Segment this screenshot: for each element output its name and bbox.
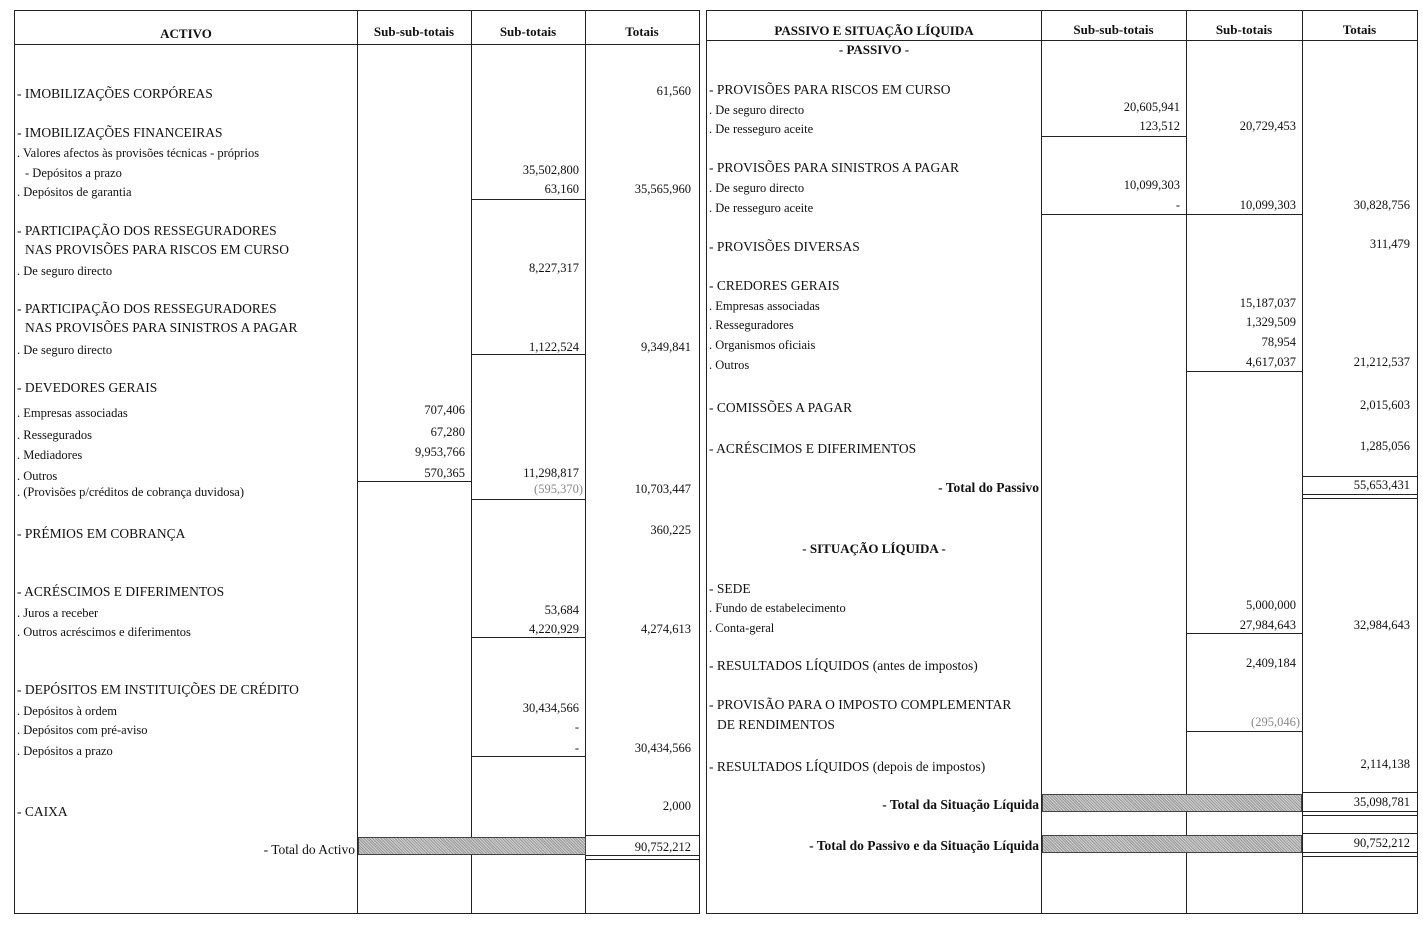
row-label: - DEVEDORES GERAIS — [17, 380, 158, 395]
rule — [1186, 214, 1302, 215]
value: - — [1175, 198, 1180, 212]
row-label: . Conta-geral — [709, 621, 775, 635]
rule — [1302, 833, 1417, 834]
column-divider — [1302, 11, 1303, 913]
value: 21,212,537 — [1353, 355, 1410, 369]
value: 9,953,766 — [415, 445, 465, 459]
column-divider — [585, 11, 586, 913]
row-label: . Depósitos à ordem — [17, 704, 117, 718]
value: 4,220,929 — [529, 622, 579, 636]
value: - — [574, 720, 579, 734]
total-passivo-sl-label: - Total do Passivo e da Situação Líquida — [809, 838, 1039, 853]
rule — [471, 199, 585, 200]
row-label: - CAIXA — [17, 804, 68, 819]
rule — [585, 835, 699, 836]
value: 78,954 — [1261, 335, 1296, 349]
row-label: - COMISSÕES A PAGAR — [709, 400, 853, 415]
rule — [1302, 476, 1417, 477]
value: 1,122,524 — [529, 340, 579, 354]
value: 11,298,817 — [523, 466, 579, 480]
row-label: . Organismos oficiais — [709, 338, 816, 352]
value: 2,000 — [662, 799, 691, 813]
totals-header: Totais — [1342, 22, 1377, 37]
double-rule — [1302, 494, 1417, 499]
subsub-header: Sub-sub-totais — [1073, 22, 1154, 37]
value: 4,617,037 — [1246, 355, 1296, 369]
total-passivo-sl-value: 90,752,212 — [1353, 836, 1410, 850]
rule — [1041, 136, 1186, 137]
value: 9,349,841 — [641, 340, 691, 354]
row-label: - PROVISÃO PARA O IMPOSTO COMPLEMENTAR — [709, 697, 1012, 712]
row-label: NAS PROVISÕES PARA SINISTROS A PAGAR — [25, 320, 298, 335]
row-label: - ACRÉSCIMOS E DIFERIMENTOS — [17, 584, 225, 599]
rule — [471, 637, 585, 638]
value: 4,274,613 — [641, 622, 691, 636]
value: 5,000,000 — [1246, 598, 1296, 612]
rule — [471, 354, 585, 355]
row-label: - SEDE — [709, 581, 751, 596]
value: 63,160 — [544, 182, 579, 196]
row-label: - ACRÉSCIMOS E DIFERIMENTOS — [709, 441, 917, 456]
value: 67,280 — [430, 425, 465, 439]
row-label: . De seguro directo — [17, 264, 113, 278]
total-activo-value: 90,752,212 — [634, 840, 691, 854]
shaded-cell — [358, 837, 586, 855]
rule — [357, 481, 471, 482]
value: 10,099,303 — [1239, 198, 1296, 212]
row-label: . De resseguro aceite — [709, 122, 814, 136]
row-label: - PROVISÕES DIVERSAS — [709, 239, 860, 254]
row-label: . Depósitos de garantia — [17, 185, 132, 199]
value: 30,434,566 — [522, 701, 579, 715]
total-passivo-label: - Total do Passivo — [938, 480, 1039, 495]
row-label: . De seguro directo — [17, 343, 113, 357]
value: 311,479 — [1369, 237, 1410, 251]
total-activo-label: - Total do Activo — [263, 842, 355, 857]
value: 8,227,317 — [529, 261, 579, 275]
value: 123,512 — [1139, 119, 1180, 133]
value: - — [574, 741, 579, 755]
value: 35,565,960 — [634, 182, 691, 196]
rule — [1186, 371, 1302, 372]
row-label: . De seguro directo — [709, 103, 805, 117]
passivo-header: PASSIVO E SITUAÇÃO LÍQUIDA — [774, 23, 974, 38]
value: 2,015,603 — [1360, 398, 1410, 412]
value: 61,560 — [656, 84, 691, 98]
rule — [1186, 633, 1302, 634]
row-label: . (Provisões p/créditos de cobrança duvidosa) — [17, 485, 245, 499]
value: 707,406 — [424, 403, 465, 417]
row-label: - CREDORES GERAIS — [709, 278, 840, 293]
header-divider — [707, 40, 1417, 41]
activo-panel — [14, 10, 700, 914]
value: 2,409,184 — [1246, 656, 1296, 670]
section-passivo: - PASSIVO - — [838, 42, 910, 57]
rule — [471, 499, 585, 500]
value: 10,703,447 — [634, 482, 691, 496]
value: 32,984,643 — [1353, 618, 1410, 632]
row-label: - IMOBILIZAÇÕES CORPÓREAS — [17, 86, 213, 101]
double-rule — [1302, 811, 1417, 816]
double-rule — [585, 855, 699, 860]
column-divider — [1041, 11, 1042, 913]
row-label: . Fundo de estabelecimento — [709, 601, 846, 615]
rule — [471, 756, 585, 757]
value: 35,502,800 — [522, 163, 579, 177]
row-label: . Outros — [17, 469, 58, 483]
sub-header: Sub-totais — [1215, 22, 1273, 37]
row-label: - RESULTADOS LÍQUIDOS (antes de impostos) — [709, 658, 978, 673]
value: 20,605,941 — [1123, 100, 1180, 114]
row-label: - PRÉMIOS EM COBRANÇA — [17, 526, 186, 541]
value: 1,285,056 — [1360, 439, 1410, 453]
value: (595,370) — [534, 482, 583, 496]
column-divider — [1186, 11, 1187, 913]
row-label: . Mediadores — [17, 448, 83, 462]
row-label: . Empresas associadas — [709, 299, 820, 313]
row-label: - Depósitos a prazo — [25, 166, 122, 180]
total-sl-value: 35,098,781 — [1353, 795, 1410, 809]
row-label: - PROVISÕES PARA RISCOS EM CURSO — [709, 82, 951, 97]
total-sl-label: - Total da Situação Líquida — [882, 797, 1039, 812]
section-situacao-liquida: - SITUAÇÃO LÍQUIDA - — [802, 541, 946, 556]
totals-header: Totais — [625, 24, 659, 39]
value: 10,099,303 — [1123, 178, 1180, 192]
shaded-cell — [1042, 835, 1302, 853]
row-label: - DEPÓSITOS EM INSTITUIÇÕES DE CRÉDITO — [17, 682, 299, 697]
value: 15,187,037 — [1239, 296, 1296, 310]
row-label: . Valores afectos às provisões técnicas - próprios — [17, 146, 260, 160]
row-label: DE RENDIMENTOS — [717, 717, 835, 732]
column-divider — [471, 11, 472, 913]
row-label: . Ressegurados — [17, 428, 92, 442]
shaded-cell — [1042, 794, 1302, 812]
row-label: - RESULTADOS LÍQUIDOS (depois de impostos) — [709, 759, 986, 774]
value: 20,729,453 — [1239, 119, 1296, 133]
row-label: - PARTICIPAÇÃO DOS RESSEGURADORES — [17, 301, 277, 316]
row-label: . Juros a receber — [17, 606, 99, 620]
double-rule — [1302, 852, 1417, 857]
value: 1,329,509 — [1246, 315, 1296, 329]
value: 30,828,756 — [1353, 198, 1410, 212]
row-label: . Outros acréscimos e diferimentos — [17, 625, 191, 639]
total-passivo-value: 55,653,431 — [1353, 478, 1410, 492]
row-label: . Empresas associadas — [17, 406, 128, 420]
row-label: - PARTICIPAÇÃO DOS RESSEGURADORES — [17, 223, 277, 238]
subsub-header: Sub-sub-totais — [373, 24, 455, 39]
row-label: . Resseguradores — [709, 318, 794, 332]
value: (295,046) — [1251, 715, 1300, 729]
activo-header: ACTIVO — [160, 26, 212, 41]
row-label: - PROVISÕES PARA SINISTROS A PAGAR — [709, 160, 959, 175]
column-divider — [357, 11, 358, 913]
row-label: . Depósitos com pré-aviso — [17, 723, 148, 737]
value: 570,365 — [424, 466, 465, 480]
rule — [1041, 214, 1186, 215]
header-divider — [15, 44, 699, 45]
value: 360,225 — [650, 523, 691, 537]
row-label: . De seguro directo — [709, 181, 805, 195]
value: 53,684 — [544, 603, 579, 617]
row-label: . De resseguro aceite — [709, 201, 814, 215]
passivo-panel — [706, 10, 1418, 914]
value: 27,984,643 — [1239, 618, 1296, 632]
rule — [1186, 731, 1302, 732]
sub-header: Sub-totais — [499, 24, 557, 39]
row-label: - IMOBILIZAÇÕES FINANCEIRAS — [17, 125, 223, 140]
value: 2,114,138 — [1360, 757, 1410, 771]
row-label: NAS PROVISÕES PARA RISCOS EM CURSO — [25, 242, 289, 257]
row-label: . Outros — [709, 358, 750, 372]
rule — [1302, 792, 1417, 793]
value: 30,434,566 — [634, 741, 691, 755]
row-label: . Depósitos a prazo — [17, 744, 113, 758]
